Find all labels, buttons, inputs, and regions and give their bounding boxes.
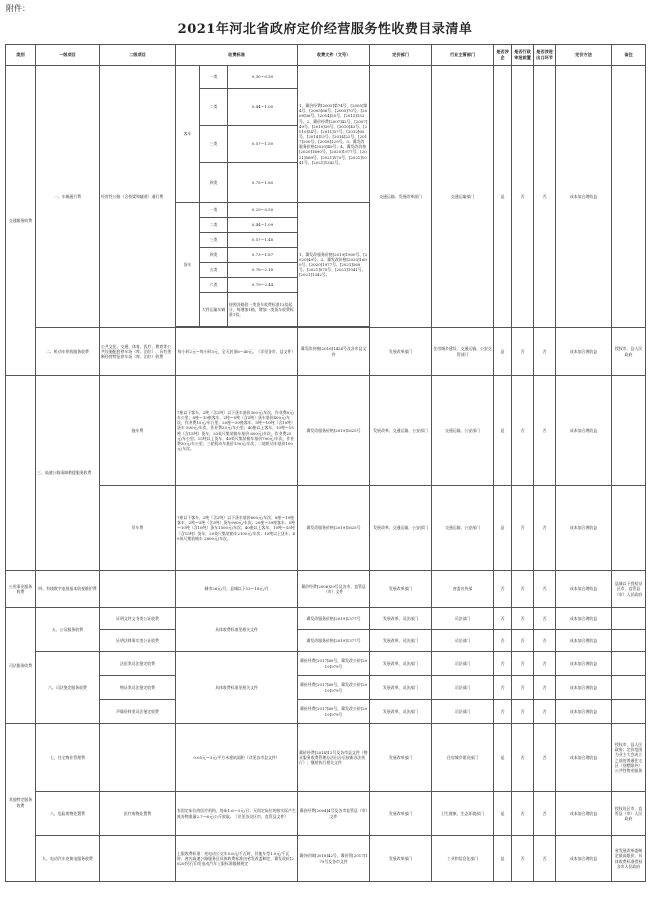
rate-cell: 0.44～1.00: [228, 89, 298, 126]
header-row: [6, 45, 646, 66]
level2-cell: 医疗废物处置费: [100, 792, 176, 836]
fee-catalog-table: [5, 44, 646, 882]
pricing-dept-cell: 发展改革、交通运输、公安部门: [370, 376, 432, 486]
remarks-cell: [612, 630, 646, 652]
rate-cell: 0.79～2.44: [228, 278, 298, 293]
table-row: [6, 792, 646, 836]
admin-cell: 否: [512, 66, 534, 328]
document-cell: 冀价经费[2004]4号及各市直管县（市）文件: [298, 792, 370, 836]
table-row: [6, 328, 646, 376]
industry-dept-cell: 交通运输、公安部门: [432, 486, 494, 571]
document-cell: 冀发改服务价格[2019]1625号: [298, 376, 370, 486]
pricing-dept-cell: 发展改革部门: [370, 836, 432, 882]
document-cell: 冀价经费[2017]60号，冀发改公价[2019]979号: [298, 652, 370, 676]
pricing-dept-cell: 发展改革、司法部门: [370, 608, 432, 630]
document-cell: 1、冀价经费[2005]第74号、[2005]第4号、[2005]66号、[2005]70号、[2008]36号、[2014]55号、[2015]152号。2、冀价经费[2007]42号、[2007]49号、[2010]39号、[2010]43号、[2010]54号、[2011]37号、[2012]65号、[2014]15号、[2014]22号、[2017]200号、[2018]129号。3、冀发改服务价格[2020]49号；4、冀发改价格[2020]1690号、[2020]1977号、[2021]569号、[2021]570号、[2021]1041号、[2021]1342号。: [298, 66, 370, 203]
method-cell: 成本加合理收益: [556, 836, 612, 882]
category-cell: 司法服务收费: [6, 608, 36, 724]
method-cell: 成本加合理收益: [556, 66, 612, 328]
level2-cell: 公共文化、交通、体育、医疗、教育等公共设施配套停车场（库、泊位）、具有垄断经营特征停车场（库、泊位）收费: [100, 328, 176, 376]
io-cell: 否: [534, 700, 556, 724]
industry-dept-cell: 司法部门: [432, 676, 494, 700]
table-row: [6, 630, 646, 652]
io-cell: 否: [534, 652, 556, 676]
level2-cell: 证明法律事实类公证收费: [100, 630, 176, 652]
industry-dept-cell: 司法部门: [432, 700, 494, 724]
rate-cell: 0.57～1.50: [228, 126, 298, 163]
admin-cell: 否: [512, 328, 534, 376]
standard-cell: 7座以下客车、2吨（含2吨）以下货车基价300元/车次，作业费8元/车公里；8座～19座客车、2吨～5吨（含5吨）货车基价400元/车次，作业费15元/车公里；20座～39座客车、5吨～10吨（含10吨）货车 500元/车次，作业费25元/车公里；40座以上客车、10吨～15吨（含15吨）货车，20英尺集装箱车基价 600元/车次，作业费25元/车公里；15吨以上货车、40英尺集装箱车基价700元/车次，作业费30元/车公里；三轮机动车基价150元/车次；二轮机动车基价100元/车次。: [176, 376, 298, 486]
deposit-cell: 是: [494, 486, 512, 571]
table-row: [6, 608, 646, 630]
method-cell: 成本加合理收益: [556, 676, 612, 700]
admin-cell: 否: [512, 376, 534, 486]
remarks-cell: [612, 652, 646, 676]
level1-cell: 五、公证服务收费: [36, 608, 100, 652]
standard-cell: 具体收费标准见相关文件: [176, 652, 298, 724]
industry-dept-cell: 住房城乡建设、交通运输、公安交管部门: [432, 328, 494, 376]
industry-dept-cell: 交通运输、公安部门: [432, 376, 494, 486]
admin-cell: 否: [512, 608, 534, 630]
table-row: [6, 700, 646, 724]
remarks-cell: [612, 66, 646, 328]
deposit-cell: 是: [494, 724, 512, 792]
header-remarks: 备注: [612, 45, 646, 66]
header-document: 收费文件（文号）: [298, 45, 370, 66]
standard-cell: 0.05元～3元/平方米建筑面积（详见各市县文件）: [176, 724, 298, 792]
method-cell: 成本加合理收益: [556, 700, 612, 724]
rate-cell: 0.30～0.50: [228, 66, 298, 89]
table-row: [6, 836, 646, 882]
admin-cell: 否: [512, 700, 534, 724]
document-cell: 1、冀发改服务价格[2019]1900号、[2020]49号；2、冀发改价格[2020]1690号、[2020]1977号、[2021]569号、[2021]570号、[2021]1041号、[2021]1342号。: [298, 203, 370, 327]
category-cell: 公用事业服务收费: [6, 571, 36, 608]
deposit-cell: 是: [494, 836, 512, 882]
class-cell: 五类: [200, 263, 228, 278]
remarks-cell: 授权市、县人民政府: [612, 328, 646, 376]
page-title: 2021年河北省政府定价经营服务性收费目录清单: [177, 22, 473, 37]
io-cell: 否: [534, 66, 556, 328]
header-pricing-method: 定价方法: [556, 45, 612, 66]
table-row: [6, 66, 646, 89]
method-cell: 成本加合理收益: [556, 571, 612, 608]
document-cell: 冀价经费[2006]29号及各市、直管县（市）文件: [298, 571, 370, 608]
pricing-dept-cell: 发展改革部门: [370, 328, 432, 376]
class-cell: 四类: [200, 163, 228, 203]
header-pricing-dept: 定价部门: [370, 45, 432, 66]
method-cell: 成本加合理收益: [556, 792, 612, 836]
remarks-cell: 授权设区市、直管县（市）人民政府: [612, 792, 646, 836]
table-row: [6, 676, 646, 700]
io-cell: 否: [534, 792, 556, 836]
table-row: [6, 486, 646, 571]
pricing-dept-cell: 发展改革、司法部门: [370, 676, 432, 700]
class-cell: 四类: [200, 248, 228, 263]
pricing-dept-cell: 发展改革部门: [370, 571, 432, 608]
rate-cell: 0.44～1.09: [228, 218, 298, 233]
io-cell: 否: [534, 724, 556, 792]
document-cell: 冀发改服务价格[2019]1625号: [298, 486, 370, 571]
document-cell: 冀价经费[2017]60号，冀发改公价[2019]979号: [298, 700, 370, 724]
level1-cell: 三、高速公路清障救援服务收费: [36, 376, 100, 571]
admin-cell: 否: [512, 676, 534, 700]
vehicle-type-cell: 客车: [176, 66, 200, 203]
remarks-cell: [612, 486, 646, 571]
admin-cell: 否: [512, 486, 534, 571]
standard-cell: 具体收费标准见相关文件: [176, 608, 298, 652]
rate-cell: 0.29～0.50: [228, 203, 298, 218]
admin-cell: 否: [512, 630, 534, 652]
level2-cell: 经营性公路（含桥梁和隧道）通行费: [100, 66, 176, 328]
remarks-cell: [612, 376, 646, 486]
level1-cell: 二、机动车停放服务收费: [36, 328, 100, 376]
standard-cell: 有固定床位的医疗机构，每床1.6～3元/日；无固定床位的按实际产生废弃物重量2.7～6元/公斤收取。（详见各设区市、直管县文件）: [176, 792, 298, 836]
pricing-dept-cell: 发展改革、司法部门: [370, 630, 432, 652]
class-cell: 一类: [200, 203, 228, 218]
header-deposit: 是否涉企: [494, 45, 512, 66]
industry-dept-cell: 交通运输部门: [432, 66, 494, 328]
header-industry-dept: 行业主管部门: [432, 45, 494, 66]
method-cell: 成本加合理收益: [556, 486, 612, 571]
level2-cell: 吊车费: [100, 486, 176, 571]
level1-cell: 四、有线数字电视基本收视维护费: [36, 571, 100, 608]
level1-cell: 六、司法鉴定服务收费: [36, 652, 100, 724]
pricing-dept-cell: 发展改革部门: [370, 792, 432, 836]
io-cell: 否: [534, 571, 556, 608]
level2-cell: 法医类司法鉴定收费: [100, 652, 176, 676]
industry-dept-cell: 司法部门: [432, 608, 494, 630]
pricing-dept-cell: 发展改革部门: [370, 724, 432, 792]
attachment-label: 附件：: [6, 4, 30, 13]
deposit-cell: 是: [494, 376, 512, 486]
remarks-cell: 县城以下授权设区市、直管县（市）人民政府: [612, 571, 646, 608]
remarks-cell: [612, 676, 646, 700]
deposit-cell: 否: [494, 700, 512, 724]
io-cell: 否: [534, 630, 556, 652]
deposit-cell: 是: [494, 328, 512, 376]
io-cell: 否: [534, 676, 556, 700]
header-standard: 收费标准: [176, 45, 298, 66]
remarks-cell: 省发展改革委制定最高限价，具体收费标准授权各市人民政府: [612, 836, 646, 882]
method-cell: 成本加合理收益: [556, 630, 612, 652]
standard-cell: 城市26元/月，县城以下13～18元/月: [176, 571, 298, 608]
table-row: [6, 724, 646, 792]
admin-cell: 否: [512, 724, 534, 792]
level1-cell: 八、危险废物处置费: [36, 792, 100, 836]
class-cell: 三类: [200, 126, 228, 163]
document-cell: 冀价经费[2017]60号，冀发改公价[2019]979号: [298, 676, 370, 700]
industry-dept-cell: 卫生健康、生态环境部门: [432, 792, 494, 836]
method-cell: 成本加合理收益: [556, 376, 612, 486]
header-category: 类别: [6, 45, 36, 66]
class-cell: 二类: [200, 89, 228, 126]
admin-cell: 否: [512, 571, 534, 608]
level2-cell: 证明文件文书类公证收费: [100, 608, 176, 630]
class-cell: 三类: [200, 233, 228, 248]
class-cell: 一类: [200, 66, 228, 89]
io-cell: 否: [534, 836, 556, 882]
document-cell: 冀价价调[2018]42号、冀价管[2017]179号及各市文件: [298, 836, 370, 882]
table-row: [6, 376, 646, 486]
io-cell: 否: [534, 328, 556, 376]
document-cell: 冀价经费[2014]12号及各市县文件（物业服务收费管理办法出台后按新办法执行）；继续执行相关文件: [298, 724, 370, 792]
rate-cell: 0.78～2.18: [228, 263, 298, 278]
admin-cell: 否: [512, 836, 534, 882]
rate-cell: 0.73～1.87: [228, 248, 298, 263]
pricing-dept-cell: 发展改革、司法部门: [370, 652, 432, 676]
pricing-dept-cell: 发展改革、司法部门: [370, 700, 432, 724]
deposit-cell: 否: [494, 630, 512, 652]
pricing-dept-cell: 发展改革、交通运输、公安部门: [370, 486, 432, 571]
header-import-export: 是否涉进出口环节: [534, 45, 556, 66]
admin-cell: 否: [512, 792, 534, 836]
standard-cell: 上限收费标准：充电动公交车0.6元/千瓦时，其他车型1.0元/千瓦时；省内高速公路服务区具体收费标准由省发改委制定，冀发改价[2020]另行印发电动汽车上限标准限制规定: [176, 836, 298, 882]
deposit-cell: 否: [494, 608, 512, 630]
rate-cell: 按照各路段一类货车收费标准13倍起计，每增加1轴，增加一类货车收费标准1倍。: [228, 293, 298, 327]
method-cell: 成本加合理收益: [556, 724, 612, 792]
industry-dept-cell: 司法部门: [432, 630, 494, 652]
admin-cell: 否: [512, 652, 534, 676]
level2-cell: 物证类司法鉴定收费: [100, 676, 176, 700]
table-row: [6, 652, 646, 676]
remarks-cell: [612, 700, 646, 724]
table-row: [6, 571, 646, 608]
level2-cell: 声像资料类司法鉴定收费: [100, 700, 176, 724]
rate-cell: 0.75～1.80: [228, 163, 298, 203]
standard-cell: 每小时2元～每小时3元，全天封顶6～40元。（详见各市、县文件）: [176, 328, 298, 376]
io-cell: 否: [534, 376, 556, 486]
class-cell: 六类: [200, 278, 228, 293]
method-cell: 成本加合理收益: [556, 608, 612, 630]
level2-cell: [100, 724, 176, 792]
industry-dept-cell: 司法部门: [432, 652, 494, 676]
category-cell: 交通服务收费: [6, 66, 36, 376]
remarks-cell: [612, 608, 646, 630]
header-level1: 一级项目: [36, 45, 100, 66]
level1-cell: 七、住宅物业管理费: [36, 724, 100, 792]
class-cell: 大件运输车辆: [200, 293, 228, 327]
level1-cell: 九、电动汽车充换电服务收费: [36, 836, 100, 882]
category-cell: [6, 376, 36, 571]
deposit-cell: 否: [494, 652, 512, 676]
deposit-cell: 否: [494, 571, 512, 608]
deposit-cell: 是: [494, 66, 512, 328]
rate-cell: 0.57～1.48: [228, 233, 298, 248]
method-cell: 成本加合理收益: [556, 328, 612, 376]
level2-cell: 拖车费: [100, 376, 176, 486]
vehicle-type-cell: 货车: [176, 203, 200, 327]
standard-cell: 7座以下客车、2吨（含2吨）以下货车基价600元/车次；8座～19座客车、2吨～5吨（含5吨）货车900元/车次；20座～39座客车、5吨～10吨（含10吨）货车1500元/车次；40座以上客车、10吨～15吨（含15吨）货车，20英尺集装箱车2100元/车次；15吨以上货车、40英尺集装箱车 2800元/车次。: [176, 486, 298, 571]
document-cell: 冀发改服务价格[2019]1377号: [298, 630, 370, 652]
io-cell: 否: [534, 608, 556, 630]
pricing-dept-cell: 交通运输、发展改革部门: [370, 66, 432, 328]
method-cell: 成本加合理收益: [556, 652, 612, 676]
header-admin-approval: 是否行政审批前置: [512, 45, 534, 66]
class-cell: 二类: [200, 218, 228, 233]
io-cell: 否: [534, 486, 556, 571]
level2-cell: [100, 836, 176, 882]
document-cell: 冀发改价格[2016]1424号及各市县文件: [298, 328, 370, 376]
remarks-cell: 授权市、县人民政府；定价范围为业主大会成立之前的普通住宅区（别墅除外）公共性物业服务: [612, 724, 646, 792]
deposit-cell: 是: [494, 792, 512, 836]
header-level2: 二级项目: [100, 45, 176, 66]
industry-dept-cell: 工业和信息化部门: [432, 836, 494, 882]
industry-dept-cell: 省委宣传部: [432, 571, 494, 608]
deposit-cell: 否: [494, 676, 512, 700]
industry-dept-cell: 住房城乡建设部门: [432, 724, 494, 792]
level2-cell: [100, 571, 176, 608]
category-cell: 其他特定服务收费: [6, 724, 36, 882]
document-cell: 冀发改服务价格[2019]1377号: [298, 608, 370, 630]
level1-cell: 一、车辆通行费: [36, 66, 100, 328]
